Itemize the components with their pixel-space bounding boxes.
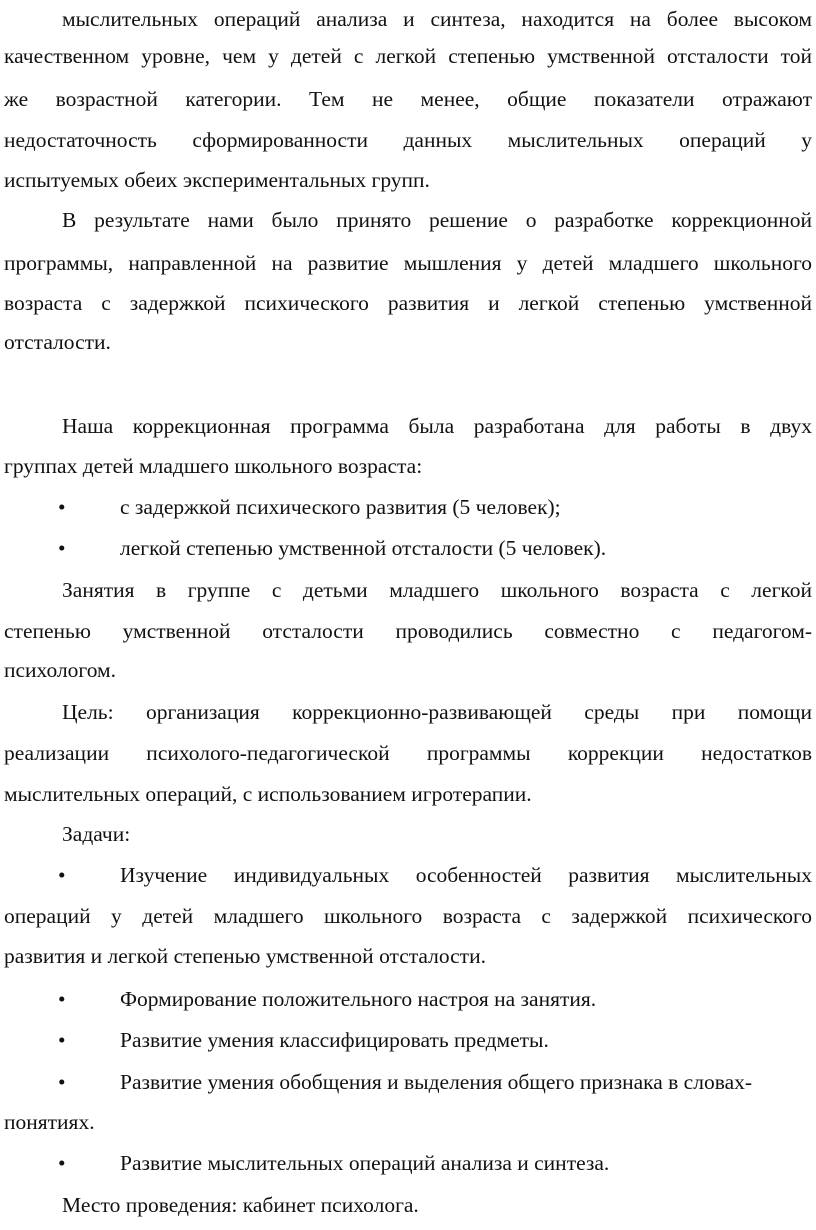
tasks-heading: Задачи: bbox=[62, 822, 131, 846]
paragraph-line: степенью умственной отсталости проводились совместно с педагогом- bbox=[4, 619, 812, 643]
paragraph-line: испытуемых обеих экспериментальных групп. bbox=[4, 168, 430, 192]
bullet-icon: • bbox=[58, 1070, 66, 1094]
paragraph-line: Наша коррекционная программа была разработана для работы в двух bbox=[62, 414, 812, 438]
paragraph-line: психологом. bbox=[4, 658, 117, 682]
paragraph-line: В результате нами было принято решение о разработке коррекционной bbox=[62, 208, 812, 232]
task-line: Изучение индивидуальных особенностей развития мыслительных bbox=[120, 863, 812, 887]
task-line: развития и легкой степенью умственной отсталости. bbox=[4, 944, 486, 968]
paragraph-line: возраста с задержкой психического развития и легкой степенью умственной bbox=[4, 291, 812, 315]
goal-line: мыслительных операций, с использованием игротерапии. bbox=[4, 782, 532, 806]
paragraph-line: же возрастной категории. Тем не менее, общие показатели отражают bbox=[4, 87, 812, 111]
paragraph-line: качественном уровне, чем у детей с легкой степенью умственной отсталости той bbox=[4, 44, 812, 68]
paragraph-line: группах детей младшего школьного возраста: bbox=[4, 454, 423, 478]
task-item: Формирование положительного настроя на занятия. bbox=[120, 987, 597, 1011]
bullet-icon: • bbox=[58, 987, 66, 1011]
bullet-icon: • bbox=[58, 536, 66, 560]
task-line: понятиях. bbox=[4, 1110, 95, 1134]
goal-line: реализации психолого-педагогической программы коррекции недостатков bbox=[4, 741, 812, 765]
bullet-icon: • bbox=[58, 1151, 66, 1175]
bullet-icon: • bbox=[58, 495, 66, 519]
paragraph-line: недостаточность сформированности данных мыслительных операций у bbox=[4, 128, 812, 152]
list-item: с задержкой психического развития (5 человек); bbox=[120, 495, 561, 519]
paragraph-line: отсталости. bbox=[4, 330, 111, 354]
paragraph-line: программы, направленной на развитие мышления у детей младшего школьного bbox=[4, 251, 812, 275]
task-line: Развитие умения обобщения и выделения общего признака в словах- bbox=[120, 1070, 753, 1094]
venue-line: Место проведения: кабинет психолога. bbox=[62, 1193, 419, 1217]
goal-line: Цель: организация коррекционно-развивающей среды при помощи bbox=[62, 700, 812, 724]
paragraph-line: Занятия в группе с детьми младшего школьного возраста с легкой bbox=[62, 578, 812, 602]
bullet-icon: • bbox=[58, 863, 66, 887]
task-line: операций у детей младшего школьного возраста с задержкой психического bbox=[4, 904, 812, 928]
task-item: Развитие мыслительных операций анализа и синтеза. bbox=[120, 1151, 610, 1175]
task-item: Развитие умения классифицировать предметы. bbox=[120, 1028, 549, 1052]
list-item: легкой степенью умственной отсталости (5 человек). bbox=[120, 536, 607, 560]
paragraph-line: мыслительных операций анализа и синтеза, находится на более высоком bbox=[62, 7, 812, 31]
bullet-icon: • bbox=[58, 1028, 66, 1052]
